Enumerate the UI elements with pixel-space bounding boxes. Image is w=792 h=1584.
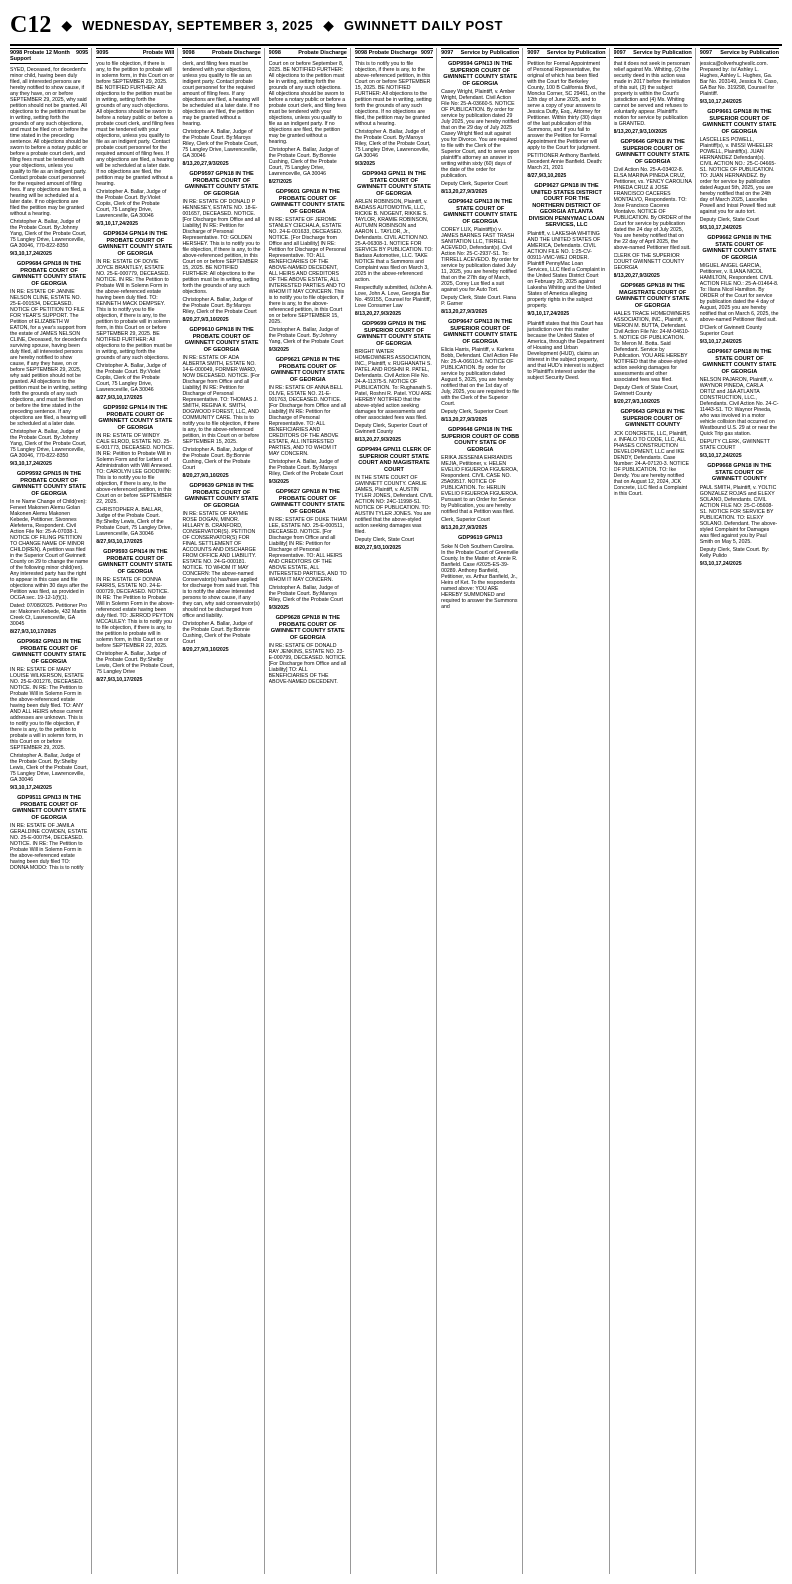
notice-caption: GDP9610 GPN18 IN THE PROBATE COURT OF GWINNETT COUNTY STATE OF GEORGIA	[184, 327, 259, 353]
notice-run: 9/3,10,17,24/2025	[527, 310, 570, 317]
notice-body: SYED, Deceased, for decedent's minor child, having been duly filed, all interested persons are hereby notified to show cause, if any they have, on or before SEPTEMBER 29, 2025, why said petition should not be granted. All objections to the petition must be in writing, setting forth the grounds of any such objections, and must be filed on or before the time stated in the preceding sentence. All objections should be sworn to before a notary public or before a probate court clerk, and filing fees must be tendered with your objections, unless you qualify to file as an indigent party. Contact probate court personnel for the required amount of filing fees. If any objections are filed, a hearing will be scheduled at a later date. If no objections are filed the petition may be granted without a hearing.	[10, 67, 89, 217]
column-header-right: Probate Discharge	[298, 50, 347, 56]
notice-body: PAUL SMITH, Plaintiff, v. YOLTIC GONZALEZ ROJAS and ELEXY SOLANO, Defendants. CIVIL ACTION FILE NO: 25-C-05608-S1. NOTICE FOR SERVICE BY PUBLICATION. TO: ELEXY SOLANO. Defendant. The above-styled Complaint for Damages was filed against you by Paul Smith on May 5, 2025.	[699, 484, 778, 545]
legal-notice	[614, 139, 692, 279]
notice-run: 8/27/2025	[268, 179, 292, 185]
notice-body: In re Name Change of Child(ren): Feneet Makonen Alemu Golan Makonen Alemu Makonen Kebede, Petitioner. Sivonnes Alefeterra, Respondent. Civil Action File No: 25-A-07038-1. NOTICE OF FILING PETITION TO CHANGE NAME OF MINOR CHILD(REN). A petition was filed in the Superior Court of Gwinnett County on 29 to change the name of the following minor child(ren). Any interested party has the right to appear in this case and file objections within 30 days after the Petition was filed, as provided in OCGA sec. 19-12-1(f)(1).	[10, 499, 89, 601]
notice-signature: Dated: 07/08/2025. Petitioner Pro se: Makonen Kebede, 432 Martin Creek Ct, Lawrenceville, GA 30045	[10, 603, 87, 627]
column-header-right: 9097	[420, 50, 434, 56]
separator-glyph: ◆	[61, 16, 73, 33]
column-header-left: 9097	[527, 50, 540, 56]
column-header	[441, 48, 519, 58]
column-1	[10, 48, 92, 1574]
legal-notice	[355, 61, 433, 167]
notice-body: clerk, and filing fees must be tendered with your objections, unless you qualify to file as an indigent party. Contact probate court personnel for the required amount of filing fees. If any objections are filed, a hearing will be scheduled at a later date. If no objections are filed, the petition may be granted without a hearing.	[182, 61, 260, 127]
notice-caption: GDP9661 GPN18 IN THE SUPERIOR COURT OF GWINNETT COUNTY STATE OF GEORGIA	[702, 109, 777, 135]
page-number: C12	[10, 11, 52, 38]
legal-notice	[96, 61, 174, 227]
notice-caption: GDP9662 GPN18 IN THE STATE COURT OF GWINNETT COUNTY STATE OF GEORGIA	[702, 235, 777, 261]
notice-signature: Christopher A. Ballar, Judge of the Probate Court. By:Maroys Riley, Clerk of the Probate Court	[182, 297, 257, 315]
notice-run: 8/20,27,9/3,10/2025	[182, 473, 229, 479]
column-header	[10, 48, 88, 64]
notice-body: ERIKA JESSENIA EHRIANDIS MEJIA, Petitioner, v. HELEN EVELIO FIGUEROA FIGUEROA, Respondent. CIVIL CASE NO. 25A09517. NOTICE OF PUBLICATION. To: HERLIN EVELIO FIGUEROA FIGUEROA. Pursuant to an Order for Service by Publication, you are hereby notified that a Petition was filed.	[441, 455, 519, 515]
column-header-left: 9098 Probate 12 Month Support	[10, 50, 70, 62]
legal-notice	[441, 61, 519, 195]
notice-signature: Deputy Clerk, State Court. By: Kelly Pulido	[699, 546, 770, 559]
notice-run: 9/3,10,17,24/2025	[699, 453, 742, 459]
notice-signature: Christopher A. Ballar, Judge of the Probate Court. By:Bonnie Cushing, Clerk of the Probate Court	[182, 621, 253, 645]
notice-signature: Christopher A. Ballar, Judge of the Probate Court. By:Violet Copiis, Clerk of the Probate Court, 75 Langley Drive, Lawrenceville, GA 30046	[96, 363, 167, 393]
notice-signature: Deputy Clerk, Superior Court	[441, 409, 508, 415]
notice-body: IN RE: ESTATE OF ANNA BELL OLIVE, ESTATE NO. 21-E-001763, DECEASED. NOTICE. [For Discharge from Office and all Liability] IN RE: Petition for Discharge of Personal Representative. TO: ALL BENEFICIARIES AND CREDITORS OF THE ABOVE ESTATE, ALL INTERESTED PARTIES, AND TO WHOM IT MAY CONCERN.	[268, 385, 347, 457]
notice-caption: GDP9647 GPN13 IN THE SUPERIOR COURT OF GWINNETT COUNTY STATE OF GEORGIA	[443, 319, 518, 345]
notice-caption: GDP9627 GPN18 IN THE UNITED STATES DISTRICT COURT FOR THE NORTHERN DISTRICT OF GEORGIA ATLANTA DIVISION PENNYMAC LOAN SERVICES, LLC	[528, 183, 605, 228]
notice-body: Soke N Ooh Southern Carolina. In the Probate Court of Greenville County. In the Matter of: Annie R. Banfield. Case #2025-ES-39-00289. Anthony Banfield, Petitioner, vs. Arthur Banfield, Jr., Heirs of Ket. To the respondents named above: YOU ARE HEREBY SUMMONED and required to answer the Summons and	[441, 543, 519, 610]
column-4	[269, 48, 351, 1574]
notice-caption: GDP9601 GPN18 IN THE PROBATE COURT OF GWINNETT COUNTY STATE OF GEORGIA	[270, 189, 345, 215]
column-header-left: 9098 Probate Discharge	[354, 50, 418, 56]
notice-caption: GDP9494 GPN11 CLERK OF SUPERIOR COURT STATE COURT AND MAGISTRATE COURT	[356, 447, 432, 473]
notice-signature: Christopher A. Ballar, Judge of the Probate Court. By:Shelby Lewis, Clerk of the Probate Court, 75 Langley Drive, Lawrenceville, GA 30046	[10, 753, 88, 783]
notice-body: HALES TRACE HOMEOWNERS ASSOCIATION, INC., Plaintiff, v. MERON M. BUTTA, Defendant. Civil Action File No: 24-M-04610-5. NOTICE OF PUBLICATION. To: Meron M. Botta. Said Defendant. Service by Publication. YOU ARE HEREBY NOTIFIED that the above-styled action seeking damages for assessments and other associated fees was filed.	[613, 311, 690, 383]
notice-body: you to file objection, if there is any, to the petition to probate will in solemn form, in this Court on or before SEPTEMBER 29, 2025. BE NOTIFIED FURTHER: All objections to the petition must be in writing, setting forth the grounds of any such objections. All objections should be sworn to before a notary public or before a probate court clerk, and filing fees must be tendered with your objections, unless you qualify to file as an indigent party. Contact probate court personnel for the required amount of filing fees. If any objections are filed, a hearing will be scheduled at a later date. If no objections are filed, the petition may be granted without a hearing.	[96, 61, 175, 187]
notice-caption: GDP9668 GPN18 IN THE STATE COURT OF GWINNETT COUNTY	[707, 463, 772, 482]
notice-caption: GDP9643 GPN18 IN THE SUPERIOR COURT OF GWINNETT COUNTY	[620, 409, 685, 428]
notice-run: 8/20,27,9/3,10/2025	[182, 317, 229, 323]
notice-signature: DEPUTY CLERK, GWINNETT STATE COURT	[699, 439, 770, 451]
column-header-right: Probate Will	[142, 50, 175, 56]
column-header-right: Service by Publication	[633, 50, 692, 56]
column-header-right: 9095	[75, 50, 89, 56]
legal-notice	[614, 409, 692, 497]
notice-run: 8/20,27,9/3,10/2025	[182, 647, 229, 653]
notice-caption: GDP9634 GPN14 IN THE PROBATE COURT OF GWINNETT COUNTY STATE OF GEORGIA	[98, 231, 173, 257]
notice-body: IN RE: ESTATE OF MARY LOUISE WILKERSON, ESTATE NO. 25-E-001276, DECEASED. NOTICE. IN RE: The Petition to Probate Will in Solemn Form in the above-referenced estate having been duly filed. TO: ANY AND ALL HEIRS whose current addresses are unknown. This is to notify you to file objection, if there is any, to the petition to probate a will in solemn form, in this Court on or before SEPTEMBER 29, 2025.	[10, 667, 84, 751]
notice-body: ARLEN ROBINSON, Plaintiff, v. BADASS AUTOMOTIVE, LLC, RICKIE B. NOGENT, RIKKIE S. TAYLOR, KRAMIE ROBINSON, AUTUMN ROBINSON and AARON L. TAYLOR, Jr., Defendants. CIVIL ACTION NO. 25-A-06308-1. NOTICE FOR SERVICE BY PUBLICATION. TO: Badass Automotive, LLC. TAKE NOTICE that a Summons and Complaint was filed on March 3, 2025 in the above-referenced action.	[354, 199, 433, 283]
legal-notice	[700, 109, 779, 231]
notice-run: 8/13,20,27,9/3/2025	[441, 417, 488, 423]
column-2	[96, 48, 178, 1574]
notice-signature: Deputy Clerk, State Court. Fiana P. Garner	[441, 295, 517, 307]
notice-body: Casey Wright, Plaintiff, v. Amber Wright, Defendant. Civil Action File No: 25-A-03660-5. NOTICE OF PUBLICATION. By order for service by publication dated 29 July 2025, you are hereby notified that on the 29 day of July 2025 Casey Wright filed suit against you for Divorce. You are required to file with the Clerk of the Superior Court, and to serve upon plaintiff's attorney an answer in writing within sixty (60) days of the date of the order for publication.	[441, 89, 520, 179]
notice-body: IN RE: ESTATE OF JANNIE NELSON CLINE, ESTATE NO. 25-E-001534, DECEASED. NOTICE OF PETITION TO FILE FOR YEAR'S SUPPORT. The Petition of ELIZABETH W EATON, for a year's support from the estate of JAMES NELSON CLINE, Deceased, for decedent's surviving spouse, having been duly filed, all interested persons are hereby notified to show cause, if any they have, on or before SEPTEMBER 29, 2025, why said petition should not be granted. All objections to the petition must be in writing, setting forth the grounds of any such objections, and must be filed on or before the time stated in the preceding sentence. If any objections are filed, a hearing will be scheduled at a later date.	[10, 289, 87, 427]
notice-run: 8/13,20,27,9/3,10/2025	[613, 129, 667, 135]
column-header-left: 9095	[96, 50, 109, 56]
legal-notice	[441, 535, 519, 610]
legal-notice	[355, 321, 433, 443]
notice-run: 9/3,10,17,24/2025	[10, 461, 52, 467]
notice-body: IN RE: ESTATE OF DONALD P HENNESEY, ESTATE NO. 18-E-001657, DECEASED. NOTICE. [For Discharge from Office and all Liability] IN RE: Petition for Discharge of Personal Representative. TO: GOLDEN HERSHEY. This is to notify you to file objection, if there is any, to the above-referenced petition, in this Court on or before SEPTEMBER 15, 2025. BE NOTIFIED FURTHER: All objections to the petition must be in writing, setting forth the grounds of any such objections.	[182, 199, 261, 295]
notice-caption: GDP9619 GPN13	[457, 535, 503, 541]
notice-run: 9/3,10,17,24/2025	[699, 225, 742, 231]
column-header-left: 9097	[441, 50, 454, 56]
notice-signature: Christopher A. Ballar, Judge of the Probate Court. By:Maroys Riley, Clerk of the Probate Court	[268, 585, 343, 603]
issue-date: WEDNESDAY, SEPTEMBER 3, 2025	[82, 17, 314, 33]
notice-caption: GDP9621 GPN18 IN THE PROBATE COURT OF GWINNETT COUNTY STATE OF GEORGIA	[270, 357, 345, 383]
legal-notice	[182, 171, 260, 323]
legal-notices-columns	[10, 48, 782, 1574]
notice-run: 8/13,20,27,9/3/2025	[441, 525, 488, 531]
notice-run: 8/13,20,27,9/3/2025	[354, 437, 402, 443]
notice-run: 8/13,20,27,9/3/2025	[613, 273, 660, 279]
column-header	[700, 48, 779, 58]
notice-run: 8/27,9/3,10,2025	[527, 173, 567, 179]
legal-notice	[269, 61, 347, 185]
legal-notice	[96, 405, 174, 545]
notice-signature: Christopher A. Ballar, Judge of the Probate Court. By:Maroys Riley, Clerk of the Probate Court	[268, 459, 343, 477]
notice-caption: GDP9593 GPN14 IN THE PROBATE COURT OF GWINNETT COUNTY STATE OF GEORGIA	[98, 549, 173, 575]
notice-signature: Deputy Clerk, State Court	[699, 217, 759, 223]
notice-run: 8/27,9/3,10,17/2025	[10, 629, 57, 635]
notice-caption: GDP9682 GPN13 IN THE PROBATE COURT OF GWINNETT COUNTY STATE OF GEORGIA	[12, 639, 87, 665]
legal-notice	[96, 231, 174, 401]
legal-notice	[441, 427, 519, 531]
notice-caption: GDP9646 GPN18 IN THE SUPERIOR COURT OF GWINNETT COUNTY STATE OF GEORGIA	[615, 139, 690, 165]
masthead	[10, 8, 782, 42]
column-header	[269, 48, 347, 58]
notice-body: Elicia Harris, Plaintiff, v. Karlens Bobb, Defendant. Civil Action File No: 25-A-06610-6. NOTICE OF PUBLICATION. By order for service by publication dated August 5, 2025, you are hereby notified that on the 1st day of July, 2025, you are required to file with the Clerk of the Superior Court.	[441, 347, 519, 407]
legal-notice	[269, 357, 347, 485]
notice-body: IN RE: ESTATE OF JAMILA GERALDINE COWDEN, ESTATE NO. 25-E-000754, DECEASED. NOTICE. IN RE: The Petition to Probate Will in Solemn Form in the above-referenced estate having been duly filed TO: DONNA MODO: This is to notify	[10, 823, 88, 871]
separator-glyph-2: ◆	[323, 16, 334, 33]
notice-run: 9/3/2025	[354, 161, 376, 167]
notice-signature: Christopher A. Ballar, Judge of the Probate Court. By:Maroys Riley, Clerk of the Probate Court, 75 Langley Drive, Lawrenceville, GA 30046	[354, 129, 431, 159]
legal-notice	[441, 319, 519, 423]
notice-body: IN RE: ESTATE OF DONNA FARRIS, ESTATE NO. 24-E-000729, DECEASED. NOTICE. IN RE: The Petition to Probate Will in Solemn Form in the above-referenced estate having been duly filed. TO: JERROD PEYTON MCCAULEY: This is to notify you to file objection, if there is any, to the petition to probate will in solemn form, in this Court on or before SEPTEMBER 22, 2025.	[96, 577, 175, 649]
notice-caption: GDP9667 GPN18 IN THE STATE COURT OF GWINNETT COUNTY STATE OF GEORGIA	[702, 349, 777, 375]
legal-notice	[355, 447, 433, 551]
notice-signature: PETITIONER Anthony Banfield. Decedent Annie Banfield. Death: March 21, 2021	[527, 153, 603, 171]
notice-caption: GDP9642 GPN13 IN THE STATE COURT OF GWINNETT COUNTY STATE OF GEORGIA	[443, 199, 518, 225]
legal-notice	[700, 349, 779, 459]
notice-run: 9/3/2025	[268, 605, 289, 611]
notice-run: 8/20,27,9/3,10/2025	[613, 399, 660, 405]
notice-run: 8/13,20,27,9/3/2025	[441, 189, 488, 195]
legal-notice	[355, 171, 433, 317]
notice-signature: Christopher A. Ballar, Judge of the Probate Court. By:Maroys Riley, Clerk of the Probate Court, 75 Langley Drive, Lawrenceville, GA 30046	[182, 129, 259, 159]
column-header	[96, 48, 174, 58]
notice-caption: GDP9684 GPN18 IN THE PROBATE COURT OF GWINNETT COUNTY STATE OF GEORGIA	[12, 261, 87, 287]
notice-body: IN RE: ESTATE OF DUKE THIAM LEE, ESTATE NO. 25-E-000511, DECEASED. NOTICE. [For Discharge from Office and all Liability] IN RE: Petition for Discharge of Personal Representative. TO: ALL HEIRS AND CREDITORS OF THE ABOVE ESTATE, ALL INTERESTED PARTIES, AND TO WHOM IT MAY CONCERN.	[268, 517, 347, 583]
notice-body: BRIGHT WATER HOMEOWNERS ASSOCIATION, INC., Plaintiff, v. RUGHANATH S. PATEL AND ROSHNI R. PATEL, Defendants. Civil Action File No. 24-A-11375-5. NOTICE OF PUBLICATION. To: Rughanath S. Patel, Roshni R. Patel. YOU ARE HEREBY NOTIFIED that the above-styled action seeking damages for assessments and other associated fees was filed.	[354, 349, 432, 421]
notice-signature: Christopher A. Ballar, Judge of the Probate Court. By:Johnny Yang, Clerk of the Probate Court, 75 Langley Drive, Lawrenceville, GA 30046, 770-822-8350	[10, 429, 87, 459]
column-header-left: 9097	[613, 50, 626, 56]
notice-caption: GDP9592 GPN15 IN THE PROBATE COURT OF GWINNETT COUNTY STATE OF GEORGIA	[12, 471, 87, 497]
masthead-rule	[10, 44, 782, 46]
notice-run: 9/3,10,17,24/2025	[699, 339, 742, 345]
paper-name: GWINNETT DAILY POST	[343, 17, 503, 33]
legal-notice	[96, 549, 174, 683]
notice-body: IN RE: ESTATE OF DOVIE JOYCE BRANTLEY, ESTATE NO. 25-E-000779, DECEASED. NOTICE. IN RE: The Petition to Probate Will in Solemn Form in the above-referenced estate having been duly filed. TO: KENNETH MACK DEMPSEY. This is to notify you to file objection, if there is any, to the petition to probate will in solemn form, in this Court on or before SEPTEMBER 29, 2025. BE NOTIFIED FURTHER: All objections to the petition must be in writing, setting forth the grounds of any such objections.	[96, 259, 173, 361]
notice-caption: GDP9648 GPN18 IN THE SUPERIOR COURT OF COBB COUNTY STATE OF GEORGIA	[441, 427, 520, 453]
legal-notice	[527, 321, 605, 381]
column-header-right: Service by Publication	[720, 50, 779, 56]
column-header-left: 9098	[268, 50, 281, 56]
notice-body: NELSON PAJARON, Plaintiff, v. WAYNOR PINEDA, CARLA ORTIZ and J&A ATLANTA CONSTRUCTION, LLC., Defendants. Civil Action No. 24-C-11443-S1. TO: Waynor Pineda, who was involved in a motor vehicle collision that occurred on Westbound U.S. 29 at or near the Quick Trip gas station.	[699, 377, 779, 437]
column-8	[614, 48, 696, 1574]
notice-body: Plaintiff states that this Court has jurisdiction over this matter because the United States of America, through the Department of Housing and Urban Development (HUD), claims an interest in the subject property, and that HUD's interest is subject to Plaintiff's interest under the subject Security Deed.	[527, 320, 605, 381]
legal-notice	[614, 283, 692, 405]
notice-signature: Christopher A. Ballar, Judge of the Probate Court. By:Violet Copiis, Clerk of the Probate Court, 75 Langley Drive, Lawrenceville, GA 30046	[96, 189, 167, 219]
notice-run: 9/3,10,17,24/2025	[699, 560, 742, 567]
notice-signature: Christopher A. Ballar, Judge of the Probate Court. By:Bonnie Cushing, Clerk of the Probate Court	[182, 447, 253, 471]
notice-signature: Christopher A. Ballar, Judge of the Probate Court. By:Johnny Yang, Clerk of the Probate Court	[268, 327, 344, 345]
column-header	[527, 48, 605, 58]
legal-notice	[10, 67, 88, 257]
notice-run: 8/13,20,27,9/3/2025	[441, 309, 488, 315]
notice-signature: Christopher A. Ballar, Judge of the Probate Court. By:Johnny Yang, Clerk of the Probate Court, 75 Langley Drive, Lawrenceville, GA 30046, 770-822-8350	[10, 219, 87, 249]
notice-caption: GDP9511 GPN13 IN THE PROBATE COURT OF GWINNETT COUNTY STATE OF GEORGIA	[12, 795, 87, 821]
column-header-right: Probate Discharge	[212, 50, 261, 56]
legal-notice	[700, 235, 779, 345]
notice-signature: Respectfully submitted, /s/John A. Love, John A. Love, Georgia Bar No. 459155, Counsel for Plaintiff, Love Consumer Law	[354, 285, 433, 309]
notice-caption: GDP9597 GPN18 IN THE PROBATE COURT OF GWINNETT COUNTY STATE OF GEORGIA	[184, 171, 259, 197]
notice-run: 8/27,9/3,10,17/2025	[96, 395, 143, 401]
notice-body: jessica@oliverhughesllc.com. Prepared by: /s/ Ashley L. Hughes, Ashley L. Hughes, Ga. Bar No. 203149, Jessica N. Caso, GA Bar No. 319298, Counsel for Plaintiff.	[699, 61, 778, 97]
notice-body: Plaintiff, v. LAKESHA WHITING AND THE UNITED STATES OF AMERICA, Defendants. CIVIL ACTION FILE NO. 1:25-CV-00911-VMC-WEJ ORDER. Plaintiff PennyMac Loan Services, LLC filed a Complaint in the United States District Court on February 20, 2025 against Lakesha Whiting and the United States of America alleging property rights in the subject property.	[527, 230, 606, 309]
notice-body: This is to notify you to file objection, if there is any, to the above-referenced petition, in this Court on or before SEPTEMBER 15, 2025. BE NOTIFIED FURTHER: All objections to the petition must be in writing, setting forth the grounds of any such objections. If no objections are filed, the petition may be granted without a hearing.	[354, 61, 432, 127]
notice-signature: Christopher A. Ballar, Judge of the Probate Court. By:Shelby Lewis, Clerk of the Probate Court, 75 Langley Drive	[96, 651, 175, 675]
legal-notice	[527, 183, 605, 317]
column-header-left: 9097	[699, 50, 713, 56]
notice-caption: GDP9639 GPN18 IN THE PROBATE COURT OF GWINNETT COUNTY STATE OF GEORGIA	[184, 483, 259, 509]
column-9	[700, 48, 782, 1574]
notice-body: IN RE: ESTATE OF DONALD RAY JENKINS, ESTATE NO. 23-E-000799, DECEASED. NOTICE. [For Discharge from Office and all Liability] TO: ALL BENEFICIARIES OF THE ABOVE-NAMED DECEDENT.	[268, 643, 347, 685]
legal-notice	[10, 261, 88, 467]
notice-caption: GDP9628 GPN18 IN THE PROBATE COURT OF GWINNETT COUNTY STATE OF GEORGIA	[270, 615, 345, 641]
legal-notice	[614, 61, 692, 135]
notice-caption: GDP9594 GPN13 IN THE SUPERIOR COURT OF GWINNETT COUNTY STATE OF GEORGIA	[443, 61, 518, 87]
notice-caption: GDP9043 GPN11 IN THE STATE COURT OF GWINNETT COUNTY STATE OF GEORGIA	[357, 171, 431, 197]
notice-caption: GDP9592 GPN14 IN THE PROBATE COURT OF GWINNETT COUNTY STATE OF GEORGIA	[98, 405, 173, 431]
notice-body: IN THE STATE COURT OF GWINNETT COUNTY. CARLIE JAMES, Plaintiff, v. AUSTIN TYLER JONES, Defendant. CIVIL ACTION NO: 24C-11998-S1. NOTICE OF PUBLICATION. TO: AUSTIN TYLER JONES. You are notified that the above-styled action seeking damages was filed.	[354, 475, 433, 535]
notice-run: 9/3,10,17,24/2025	[699, 99, 742, 105]
column-7	[527, 48, 609, 1574]
column-header	[614, 48, 692, 58]
notice-body: IN RE: ESTATE OF WINDY CALE ELROD, ESTATE NO. 25-E-001773, DECEASED. NOTICE. IN RE: Petition to Probate Will in Solemn Form and for Letters of Administration with Will Annexed. TO: CAROLYN LEE GOODWIN: This is to notify you to file objection, if there is any, to the above-referenced petition, in this Court on or before SEPTEMBER 22, 2025.	[96, 433, 175, 505]
notice-caption: GDP9699 GPN19 IN THE SUPERIOR COURT OF GWINNETT COUNTY STATE OF GEORGIA	[357, 321, 431, 347]
column-header	[355, 48, 433, 58]
notice-body: Civil Action No. 25-A-03402-8. ELSA MARINA PINEDA CRUZ, Petitioner, vs. YENCY CAROLINA PINEDA CRUZ & JOSE FRANCISCO CACERES MONTALVO, Respondents. TO: Jose Francisco Caceres Montalvo. NOTICE OF PUBLICATION. By ORDER of the Court for service by publication dated the 24 day of July 2025, You are hereby notified that on the 22 day of April 2025, the above-named Petitioner filed suit.	[613, 167, 692, 251]
notice-run: 9/3/2025	[268, 347, 289, 353]
notice-run: 8/27,9/3,10,17/2025	[96, 677, 143, 683]
notice-run: 8/13,20,27,9/3/2025	[354, 311, 402, 317]
notice-signature: Deputy Clerk, Superior Court of Gwinnett County	[354, 423, 428, 435]
legal-notice	[527, 61, 605, 179]
notice-body: IN RE: ESTATE OF JEROME STANLEY CIECHALA, ESTATE NO. 24-E-001633, DECEASED. NOTICE. [For Discharge from Office and all Liability] IN RE: Petition for Discharge of Personal Representative. TO: ALL BENEFICIARIES OF THE ABOVE-NAMED DECEDENT, ALL HEIRS AND CREDITORS OF THE ABOVE ESTATE, ALL INTERESTED PARTIES AND TO WHOM IT MAY CONCERN. This is to notify you to file objection, if there is any, to the above-referenced petition, in this Court on or before SEPTEMBER 15, 2025.	[268, 217, 346, 325]
column-header-left: 9098	[182, 50, 195, 56]
column-header	[182, 48, 260, 58]
notice-body: JCK CONCRETE, LLC, Plaintiff, v. INFALO TO CODE, LLC, ALL PHASES CONSTRUCTION DEVELOPMENT, LLC and IKE DENDY, Defendants. Case Number: 24-A-07120-3. NOTICE OF PUBLICATION. TO: Ike Dendy. You are hereby notified that on August 12, 2024, JCK Concrete, LLC filed a Complaint in this Court.	[613, 430, 690, 497]
column-5	[355, 48, 437, 1574]
notice-body: LASCELLES POWELL, Plaintiff(s), v. INISSI WHEELER POWELL, Plaintiff(s). JUAN HERNANDEZ Defendant(s). CIVIL ACTION NO.: 25-C-04665-S1. NOTICE OF PUBLICATION. TO: JUAN HERNANDEZ. By order for service by publication dated August 5th, 2025, you are hereby notified that on the 24th day of March 2025, Lascelles Powell and Inissi Powell filed suit against you for auto tort.	[699, 137, 776, 215]
legal-notice	[269, 489, 347, 611]
notice-caption: GDP9627 GPN18 IN THE PROBATE COURT OF GWINNETT COUNTY STATE OF GEORGIA	[270, 489, 345, 515]
legal-notice	[182, 327, 260, 479]
column-3	[182, 48, 264, 1574]
notice-body: COREY LUX, Plaintiff(s) v. JAMES BARNES FAST TRASH SANITATION LLC, TIRRELL ACEVEDO, Defendant(s). Civil Action No: 25-C-2937-S1. To: TIRRELL ACEVEDO. By order for service by publication dated July 11, 2025, you are hereby notified that on the 27th day of March, 2025, Corey Lux filed a suit against you for Auto Tort.	[441, 227, 519, 293]
legal-notice	[10, 795, 88, 871]
notice-body: MIGUEL ANGEL GARCIA, Petitioner, v. ILIANA NICOL HAMILTON, Respondent. CIVIL ACTION FILE NO.: 25-A-01464-8. To: Iliana Nicol Hamilton. By ORDER of the Court for service by publication dated the 4 day of August, 2025 you are hereby notified that on March 6, 2025, the above-named Petitioner filed suit.	[699, 263, 779, 323]
column-header-right: Service by Publication	[460, 50, 520, 56]
legal-notice	[269, 615, 347, 685]
notice-caption: GDP9685 GPN18 IN THE MAGISTRATE COURT OF GWINNETT COUNTY STATE OF GEORGIA	[615, 283, 690, 309]
notice-run: 9/3,10,17,24/2025	[10, 785, 52, 791]
legal-notice	[182, 61, 260, 167]
notice-signature: CHRISTOPHER A. BALLAR, Judge of the Probate Court. By:Shelby Lewis, Clerk of the Probate Court, 75 Langley Drive, Lawrenceville, GA 30046	[96, 507, 172, 537]
notice-signature: CLERK OF THE SUPERIOR COURT GWINNETT COUNTY GEORGIA	[613, 253, 685, 271]
notice-signature: Deputy Clerk of State Court, Gwinnett County	[613, 385, 679, 397]
legal-notice	[182, 483, 260, 653]
notice-body: IN RE: ESTATE OF RAYMIE ROSE DOGAN, MINOR. HILLARY B. CRANFORD, CONSERVATOR(S). PETITION OF CONSERVATOR(S) FOR FINAL SETTLEMENT OF ACCOUNTS AND DISCHARGE FROM OFFICE AND LIABILITY. ESTATE NO. 24-G-000181. NOTICE. TO WHOM IT MAY CONCERN: The above-named Conservator(s) has/have applied for discharge from said trust. This is to notify the above interested persons to show cause, if any they can, why said conservator(s) should not be discharged from office and liability.	[182, 511, 260, 619]
notice-run: 8/27,9/3,10,17/2025	[96, 539, 143, 545]
notice-signature: Clerk, Superior Court	[441, 517, 490, 523]
notice-body: that it does not seek in personam relief against Ms. Whiting, (2) the security deed in this action was made in 2017 before the initiation of this suit, (3) the subject property is within the Court's jurisdiction and (4) Ms. Whiting cannot be served and refuses to voluntarily appear. Plaintiff's motion for service by publication is GRANTED.	[613, 61, 691, 127]
notice-run: 9/3,10,17,24/2025	[96, 221, 139, 227]
legal-notice	[269, 189, 347, 353]
notice-run: 9/3,10,17,24/2025	[10, 251, 52, 257]
legal-notice	[10, 639, 88, 791]
notice-signature: Christopher A. Ballar, Judge of the Probate Court. By:Bonnie Cushing, Clerk of the Probate Court, 75 Langley Drive, Lawrenceville, GA 30046	[268, 147, 339, 177]
column-header-right: Service by Publication	[546, 50, 606, 56]
legal-notice	[10, 471, 88, 635]
notice-signature: Deputy Clerk, Superior Court	[441, 181, 508, 187]
column-6	[441, 48, 523, 1574]
notice-body: Petition for Formal Appointment of Personal Representative, the original of which has been filed with the Court for Berkeley County, 100 B California Blvd., Moncks Corner, SC 29461, on the 12th day of June 2025, and to serve a copy of your answers to Jessica Duffy, Esq., Attorney for Petitioner. Within thirty (30) days of the last publication of this Summons, and if you fail to answer the Petition for Formal Appointment the Petitioner will apply to the Court for judgment.	[527, 61, 606, 151]
notice-run: 9/3/2025	[268, 479, 289, 485]
notice-run: 8/13,20,27,9/3/2025	[182, 161, 229, 167]
notice-run: 8/20,27,9/3,10/2025	[354, 545, 402, 551]
notice-signature: Deputy Clerk, State Court	[354, 537, 414, 543]
legal-notice	[700, 61, 779, 105]
notice-body: IN RE: ESTATE OF ADA ALBERTA SMITH, ESTATE NO. 14-E-000049, FORMER WARD, NOW DECEASED. NOTICE. [For Discharge from Office and all Liability] IN RE: Petition for Discharge of Personal Representative. TO: THOMAS J. SMITH, REGINA K. SMITH, DOGWOOD FOREST, LLC, AND COMMUNITY CARE. This is to notify you to file objection, if there is any, to the above-referenced petition, in this Court on or before SEPTEMBER 15, 2025.	[182, 355, 260, 445]
legal-notice	[700, 463, 779, 567]
notice-body: Court on or before September 8, 2025. BE NOTIFIED FURTHER: All objections to the petition must be in writing, setting forth the grounds of any such objections. All objections should be sworn to before a notary public or before a probate court clerk, and filing fees must be tendered with your objections, unless you qualify to file as an indigent party. If no objections are filed, the petition may be granted without a hearing.	[268, 61, 347, 145]
legal-notice	[441, 199, 519, 315]
notice-signature: D'Clerk of Gwinnett County Superior Court	[699, 325, 763, 337]
